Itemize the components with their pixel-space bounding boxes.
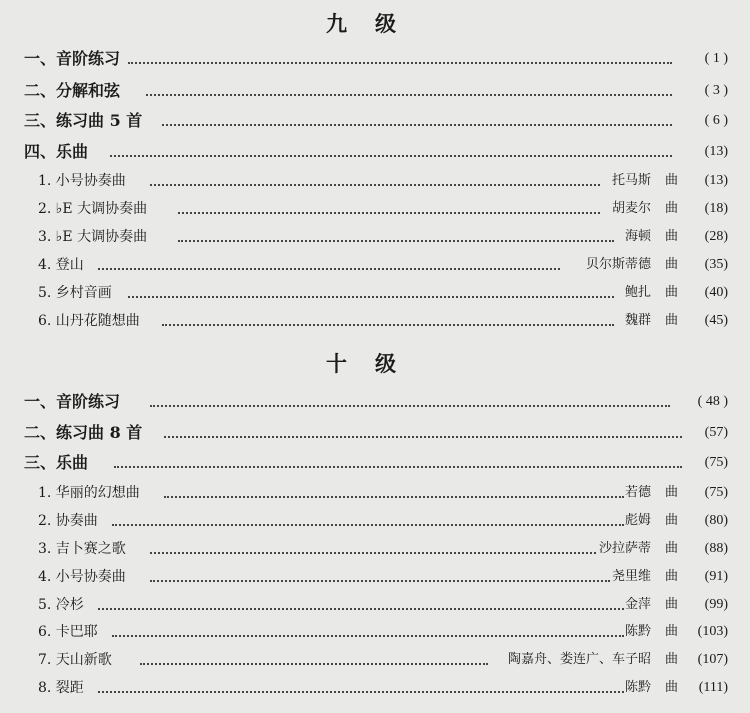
page-number: (75) [704, 485, 728, 500]
composer-name: 陈黔 [624, 624, 651, 639]
toc-section-row [0, 47, 750, 71]
page-number: (13) [704, 173, 728, 188]
toc-section-row [0, 390, 750, 414]
dot-leader [162, 124, 672, 126]
piece-title: 1. 小号协奏曲 [38, 173, 126, 189]
piece-title: 5. 冷杉 [38, 597, 84, 613]
toc-piece-row [0, 225, 750, 249]
composer-credit [625, 481, 678, 505]
toc-piece-row [0, 197, 750, 221]
composer-credit [508, 648, 678, 672]
composer-name: 魏群 [624, 313, 651, 328]
composer-name: 陈黔 [624, 680, 651, 695]
composer-suffix: 曲 [664, 569, 678, 584]
toc-section-row [0, 109, 750, 133]
composer-name: 胡麦尔 [611, 201, 651, 216]
toc-piece-row [0, 253, 750, 277]
dot-leader [150, 580, 610, 582]
toc-piece-row [0, 648, 750, 672]
section-label: 一、音阶练习 [24, 392, 121, 411]
composer-credit [625, 225, 678, 249]
composer-suffix: 曲 [664, 652, 678, 667]
composer-name: 彪姆 [624, 513, 651, 528]
dot-leader [128, 296, 614, 298]
page-number: ( 1 ) [704, 51, 728, 66]
page-number: (45) [704, 313, 728, 328]
toc-piece-row [0, 565, 750, 589]
toc-piece-row [0, 309, 750, 333]
piece-title: 4. 小号协奏曲 [38, 569, 126, 585]
composer-suffix: 曲 [664, 513, 678, 528]
page-number: ( 48 ) [697, 394, 728, 409]
composer-suffix: 曲 [664, 485, 678, 500]
composer-suffix: 曲 [664, 257, 678, 272]
dot-leader [178, 212, 600, 214]
page-number: ( 6 ) [704, 113, 728, 128]
section-label: 二、练习曲 8 首 [24, 423, 143, 442]
dot-leader [114, 466, 682, 468]
section-label: 三、乐曲 [24, 453, 89, 472]
toc-piece-row [0, 676, 750, 700]
dot-leader [178, 240, 614, 242]
composer-credit [612, 565, 678, 589]
page-number: (75) [704, 455, 728, 470]
section-label: 四、乐曲 [24, 142, 89, 161]
page-number: (18) [704, 201, 728, 216]
piece-title: 6. 卡巴耶 [38, 624, 98, 640]
composer-name: 陶嘉舟、娄连广、车子昭 [507, 652, 651, 667]
page-number: (103) [697, 624, 728, 639]
toc-piece-row [0, 593, 750, 617]
composer-credit [599, 537, 678, 561]
page-number: (57) [704, 425, 728, 440]
page-number: (107) [697, 652, 728, 667]
dot-leader [98, 691, 624, 693]
page-number: (91) [704, 569, 728, 584]
composer-suffix: 曲 [664, 541, 678, 556]
composer-suffix: 曲 [664, 229, 678, 244]
piece-title: 5. 乡村音画 [38, 285, 112, 301]
piece-title: 4. 登山 [38, 257, 84, 273]
composer-credit [625, 309, 678, 333]
grade10-heading: 十级 [326, 351, 424, 376]
composer-name: 若德 [624, 485, 651, 500]
composer-credit [625, 676, 678, 700]
dot-leader [150, 184, 600, 186]
page-number: (28) [704, 229, 728, 244]
composer-credit [625, 509, 678, 533]
composer-name: 尧里维 [611, 569, 651, 584]
toc-piece-row [0, 281, 750, 305]
dot-leader [98, 268, 560, 270]
piece-title: 8. 裂距 [38, 680, 84, 696]
page-number: (88) [704, 541, 728, 556]
composer-name: 海顿 [624, 229, 651, 244]
page-number: (99) [704, 597, 728, 612]
page-number: ( 3 ) [704, 83, 728, 98]
toc-piece-row [0, 481, 750, 505]
section-label: 一、音阶练习 [24, 49, 121, 68]
page-number: (80) [704, 513, 728, 528]
toc-piece-row [0, 169, 750, 193]
piece-title: 6. 山丹花随想曲 [38, 313, 140, 329]
composer-name: 贝尔斯蒂德 [585, 257, 651, 272]
composer-suffix: 曲 [664, 201, 678, 216]
dot-leader [98, 608, 624, 610]
composer-credit [612, 169, 678, 193]
composer-credit [625, 281, 678, 305]
dot-leader [164, 436, 682, 438]
piece-title: 2. 协奏曲 [38, 513, 98, 529]
page-number: (40) [704, 285, 728, 300]
piece-title: 2. ♭E 大调协奏曲 [38, 201, 148, 217]
composer-suffix: 曲 [664, 680, 678, 695]
toc-section-row [0, 421, 750, 445]
dot-leader [146, 94, 672, 96]
piece-title: 3. ♭E 大调协奏曲 [38, 229, 148, 245]
dot-leader [128, 62, 672, 64]
dot-leader [164, 496, 624, 498]
piece-title: 7. 天山新歌 [38, 652, 112, 668]
toc-piece-row [0, 509, 750, 533]
dot-leader [140, 663, 488, 665]
piece-title: 3. 吉卜赛之歌 [38, 541, 126, 557]
dot-leader [112, 524, 624, 526]
composer-suffix: 曲 [664, 624, 678, 639]
composer-credit [625, 620, 678, 644]
composer-credit [586, 253, 678, 277]
composer-suffix: 曲 [664, 313, 678, 328]
composer-name: 金萍 [624, 597, 651, 612]
composer-suffix: 曲 [664, 285, 678, 300]
toc-section-row [0, 140, 750, 164]
dot-leader [162, 324, 614, 326]
composer-name: 鲍扎 [624, 285, 651, 300]
composer-suffix: 曲 [664, 173, 678, 188]
page-number: (13) [704, 144, 728, 159]
page-number: (111) [698, 680, 728, 695]
section-label: 二、分解和弦 [24, 81, 121, 100]
toc-section-row [0, 451, 750, 475]
section-label: 三、练习曲 5 首 [24, 111, 143, 130]
composer-name: 托马斯 [611, 173, 651, 188]
composer-credit [625, 593, 678, 617]
composer-suffix: 曲 [664, 597, 678, 612]
toc-piece-row [0, 537, 750, 561]
dot-leader [110, 155, 672, 157]
dot-leader [150, 552, 596, 554]
dot-leader [150, 405, 670, 407]
dot-leader [112, 635, 624, 637]
page-number: (35) [704, 257, 728, 272]
piece-title: 1. 华丽的幻想曲 [38, 485, 140, 501]
composer-credit [612, 197, 678, 221]
toc-piece-row [0, 620, 750, 644]
grade9-heading: 九级 [326, 11, 424, 36]
composer-name: 沙拉萨蒂 [598, 541, 651, 556]
toc-section-row [0, 79, 750, 103]
